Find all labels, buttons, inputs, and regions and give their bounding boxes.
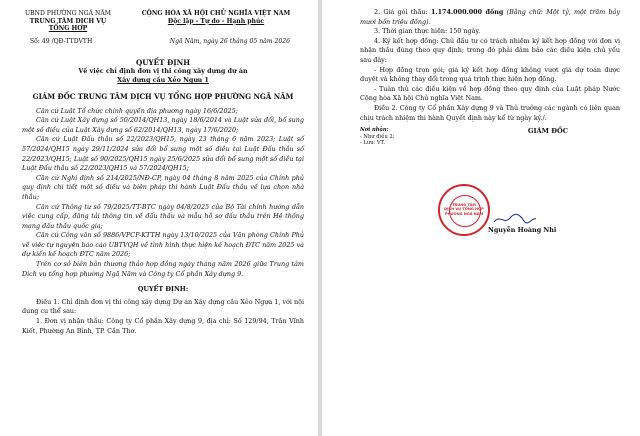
page-left [0,0,318,436]
basis-item: Căn cứ Thông tư số 79/2025/TT-BTC ngày 04/8/2025 của Bộ Tài chính hướng dẫn việc cung cấp, đăng tải thông tin về đấu thầu và mẫu hồ sơ đấu thầu trên Hệ thống mạng đấu thầu quốc gia; [22,202,304,230]
basis-item: Căn cứ Luật Xây dựng số 50/2014/QH13, ngày 18/6/2014 và Luật sửa đổi, bổ sung một số điều của Luật Xây dựng số 62/2014/QH13, ngày 17/6/2020; [22,116,304,134]
motto: Độc lập - Tự do - Hạnh phúc [167,17,265,25]
national-title: CỘNG HÒA XÃ HỘI CHỦ NGHĨA VIỆT NAM [141,10,291,17]
document-header [22,10,304,33]
signer-name: Nguyễn Hoàng Nhi [488,226,557,234]
article-1-item-1: 1. Đơn vị nhận thầu: Công ty Cổ phần Xây dựng 9, địa chỉ: Số 129/94, Trần Vĩnh Kiết, Phường An Bình, TP. Cần Thơ. [22,317,304,335]
article-1-item-3: 3. Thời gian thực hiện: 150 ngày. [374,27,481,36]
price-amount: 1.174.000.000 đồng [430,8,504,16]
agency-line-3: TỔNG HỢP [48,25,88,33]
article-1-item-4a: - Hợp đồng trọn gói; giá ký kết hợp đồng không vượt giá dự toán được duyệt và không thay đổi trong quá trình thực hiện hợp đồng. [360,65,620,84]
basis-item: Căn cứ Luật Đấu thầu số 22/2023/QH15, ngày 23 tháng 6 năm 2023; Luật số 57/2024/QH15 ngày 29/11/2024 sửa đổi bổ sung một số điều tại Luật Đấu thầu số 22/2023/QH15; Luật số 90/2025/QH15 ngày 25/6/2025 sửa đổi bổ sung một số điều tại Luật Đấu thầu số 22/2023/QH15 và 57/2024/QH15; [22,135,304,173]
agency-line-1: UBND PHƯỜNG NGÃ NĂM [25,10,111,17]
recipient-item: - Lưu: VT. [360,140,386,147]
recipients-title: Nơi nhận: [360,127,389,134]
article-1-item-4: 4. Ký kết hợp đồng: Chủ đầu tư có trách nhiệm ký kết hợp đồng với đơn vị nhận thầu đúng theo quy định; trong đó phải đảm bảo các điều kiện chủ yếu sau đây: [360,36,620,64]
document-type: QUYẾT ĐỊNH [136,58,190,68]
basis-item: Căn cứ Công văn số 9886/VPCP-KTTH ngày 13/10/2025 của Văn phòng Chính Phủ về việc tự nguyện báo cáo UBTVQH về tình hình thực hiện kế hoạch ĐTC năm 2025 và dự kiến kế hoạch ĐTC năm 2026; [22,231,304,259]
handwritten-signature [492,213,538,225]
article-2: Điều 2. Công ty Cổ phần Xây dựng 9 và Thủ trưởng các ngành có liên quan chịu trách nhiệm thi hành Quyết định này kể từ ngày ký./. [360,103,620,122]
issuing-agency [22,10,114,33]
subject-line-1: Về việc chỉ định đơn vị thi công xây dựng dự án [78,67,248,76]
page-right [322,0,640,436]
document-date: Ngã Năm, ngày 26 tháng 05 năm 2026 [169,37,290,45]
national-motto [128,10,304,33]
agency-line-2: TRUNG TÂM DỊCH VỤ [29,17,107,25]
signer-title: GIÁM ĐỐC [527,127,568,136]
document-number: Số: 49 /QĐ-TTDVTH [30,37,93,45]
article-1: Điều 1. Chỉ định đơn vị thi công xây dựng Dự án Xây dựng cầu Xẻo Ngựa 1, với nội dung cụ thể sau: [22,297,304,316]
basis-item: Căn cứ Luật Tổ chức chính quyền địa phương ngày 16/6/2025; [36,106,238,115]
recipients [360,127,394,147]
basis-item: Căn cứ Nghị định số 214/2025/NĐ-CP, ngày 04 tháng 8 năm 2025 của Chính phủ quy định chi tiết một số điều và biện pháp thi hành Luật Đấu thầu về lựa chọn nhà thầu; [22,173,304,201]
official-stamp [438,184,490,236]
price-words: (Bằng chữ: Một tỷ, một trăm bảy mươi bốn triệu đồng). [360,8,620,26]
decides-heading: QUYẾT ĐỊNH: [137,285,189,294]
signature-block [360,127,620,147]
basis-item: Trên cơ sở biên bản thương thảo hợp đồng ngày tháng năm 2026 giữa Trung tâm Dịch vụ tổng hợp phường Ngã Năm và Công ty Cổ phần Xây dựng 9. [22,260,304,278]
legal-bases [22,107,304,280]
price-label: 2. Giá gói thầu: [374,8,431,16]
article-1-item-4b: - Tuân thủ các điều kiện về hợp đồng theo quy định của Luật pháp Nước Cộng hòa Xã hội Chủ nghĩa Việt Nam. [360,84,620,103]
article-1-item-2 [360,8,620,27]
stamp-text: TRUNG TÂM DỊCH VỤ TỔNG HỢP PHƯỜNG NGÃ NĂM [444,203,484,216]
recipient-item: - Như điều 2; [360,133,395,140]
subject-line-2: Xây dựng cầu Xẻo Ngựa 1 [117,75,209,84]
authority: GIÁM ĐỐC TRUNG TÂM DỊCH VỤ TỔNG HỢP PHƯỜNG NGÃ NĂM [32,91,294,101]
